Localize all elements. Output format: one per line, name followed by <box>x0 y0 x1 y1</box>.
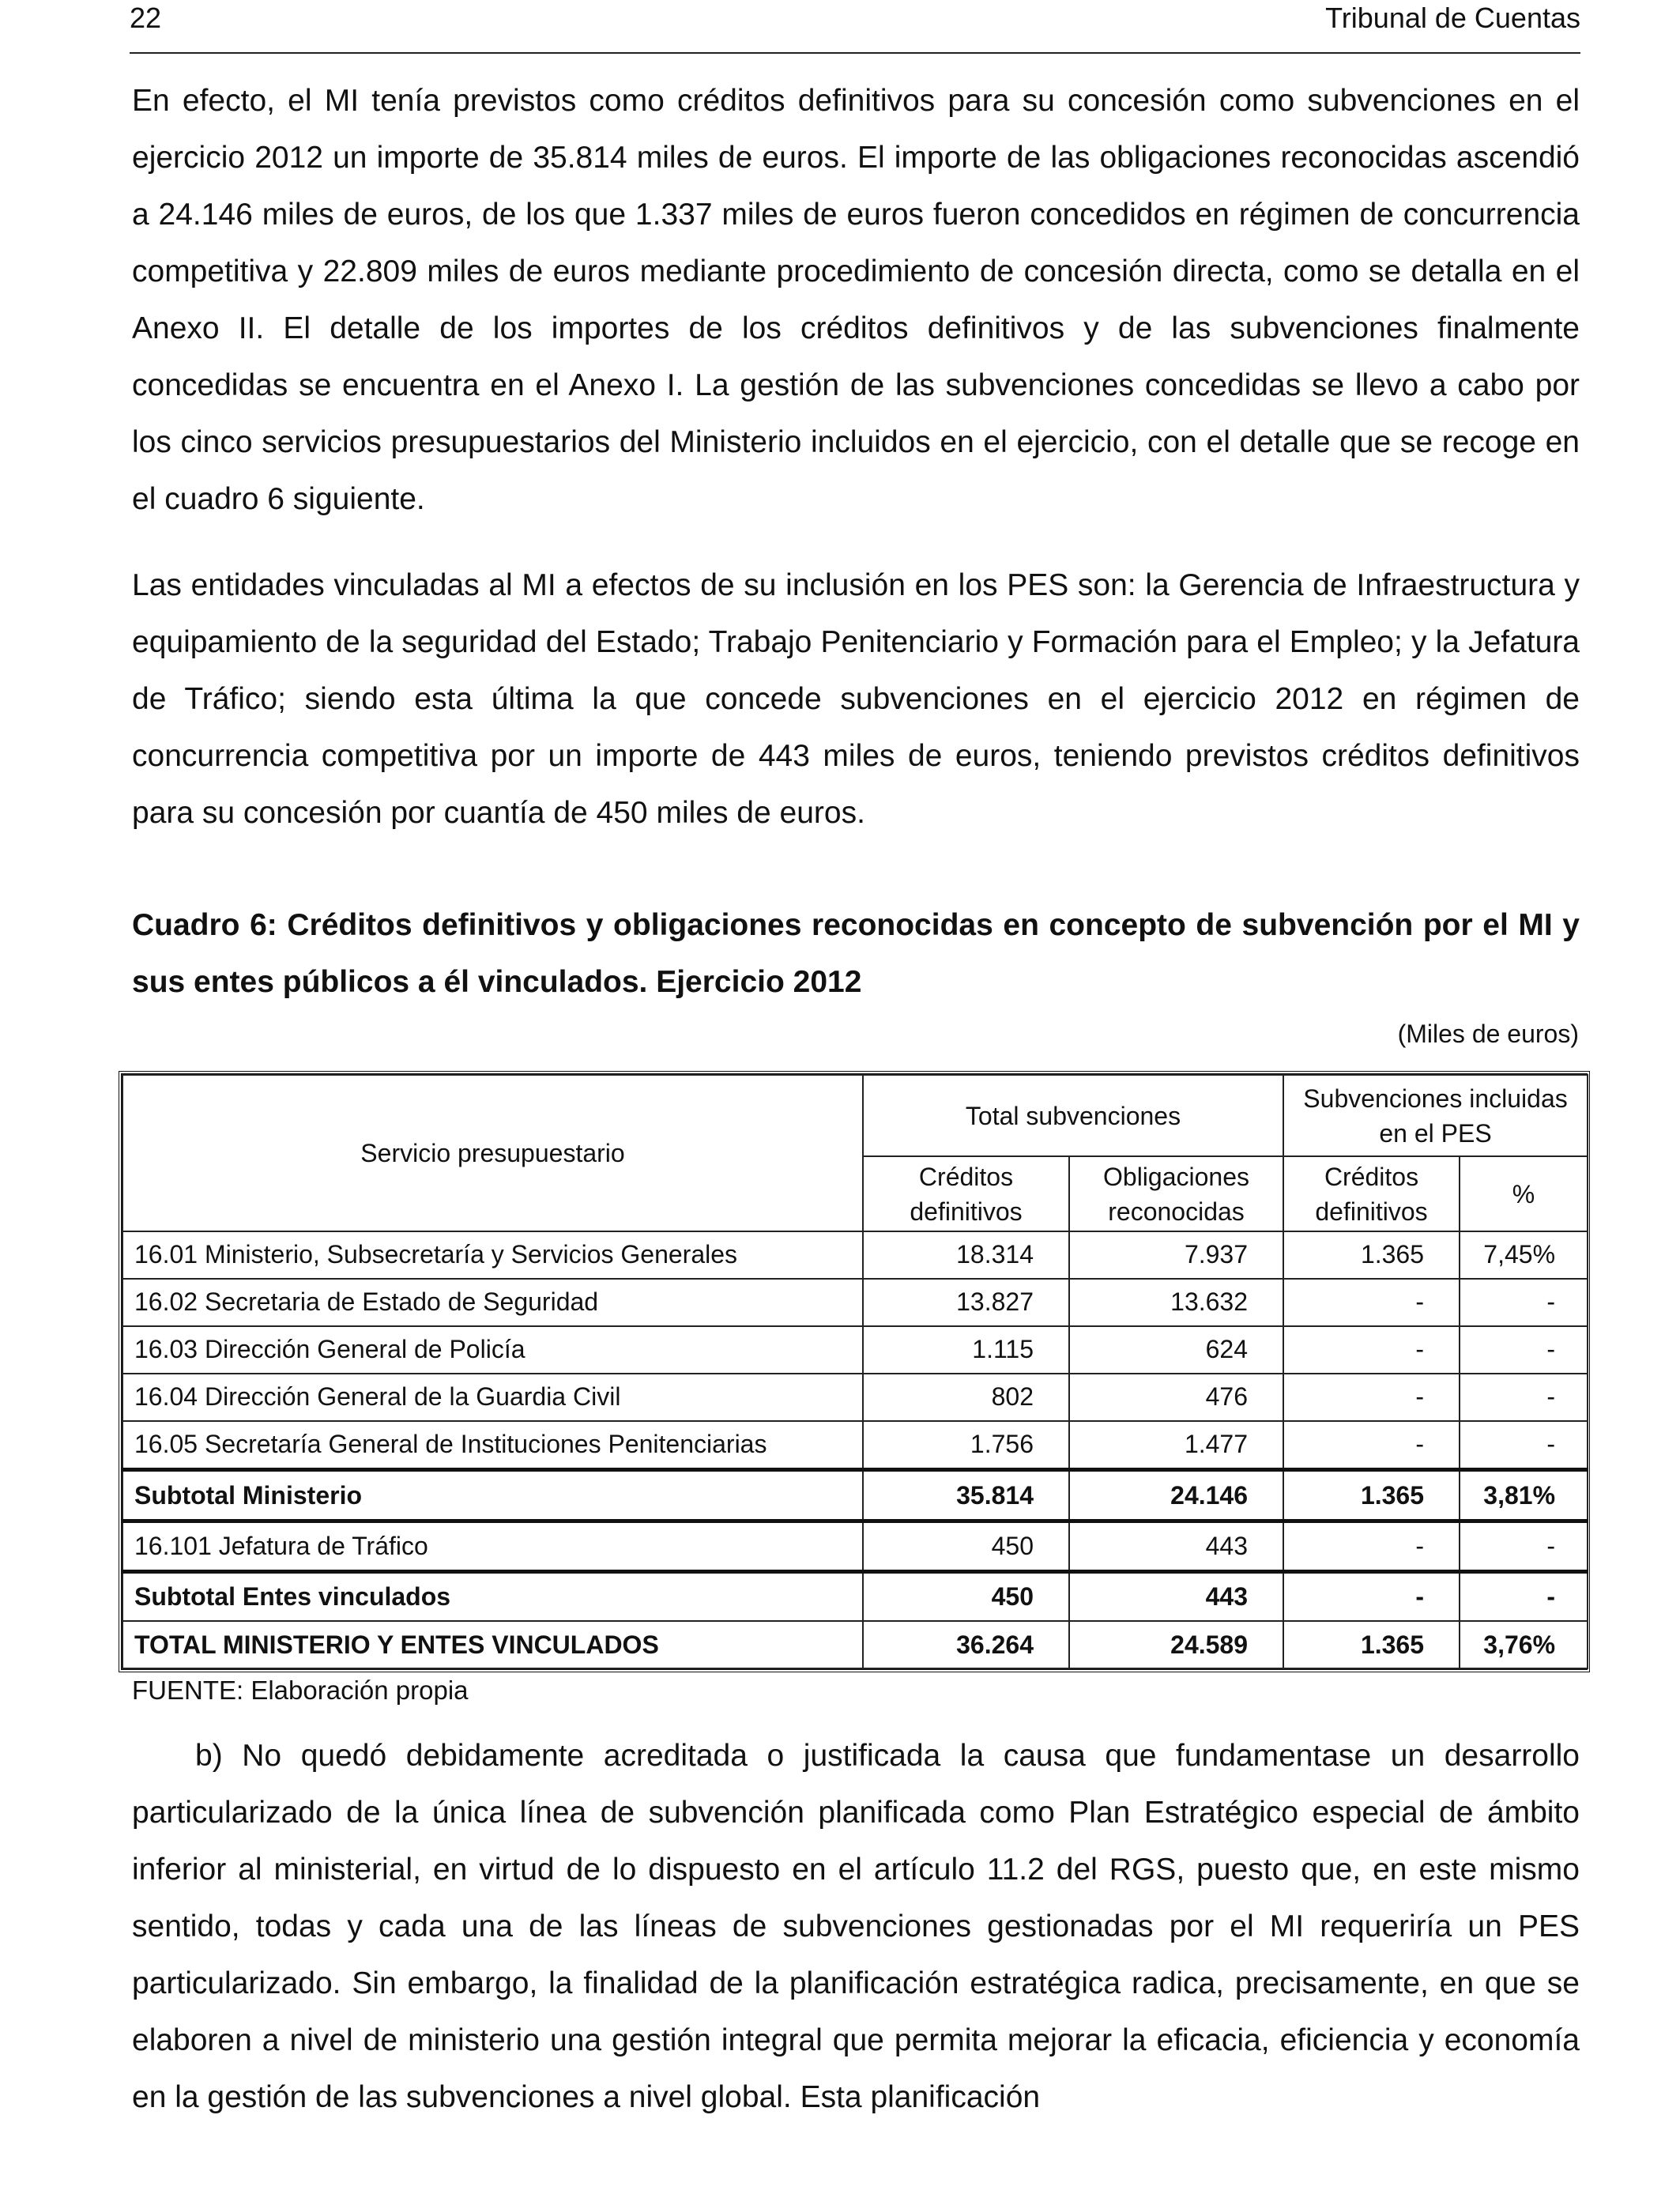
paragraph-entities: Las entidades vinculadas al MI a efectos de su inclusión en los PES son: la Gerencia de Infraestructura y equipamiento de la seguridad del Estado; Trabajo Penitenciario y Formación para el Empleo; y la Jefatura de Tráfico; siendo esta última la que concede subvenciones en el ejercicio 2012 en régimen de concurrencia competitiva por un importe de 443 miles de euros, teniendo previstos créditos definitivos para su concesión por cuantía de 450 miles de euros. <box>132 568 1580 830</box>
row-obligaciones: 24.589 <box>1069 1621 1283 1668</box>
row-obligaciones: 24.146 <box>1069 1470 1283 1521</box>
table-row <box>122 1279 1588 1326</box>
row-obligaciones: 7.937 <box>1069 1231 1283 1279</box>
row-obligaciones: 476 <box>1069 1374 1283 1421</box>
paragraph-credits: En efecto, el MI tenía previstos como créditos definitivos para su concesión como subvenciones en el ejercicio 2012 un importe de 35.814 miles de euros. El importe de las obligaciones reconocidas ascendió a 24.146 miles de euros, de los que 1.337 miles de euros fueron concedidos en régimen de concurrencia competitiva y 22.809 miles de euros mediante procedimiento de concesión directa, como se detalla en el Anexo II. El detalle de los importes de los créditos definitivos y de las subvenciones finalmente concedidas se encuentra en el Anexo I. La gestión de las subvenciones concedidas se llevo a cabo por los cinco servicios presupuestarios del Ministerio incluidos en el ejercicio, con el detalle que se recoge en el cuadro 6 siguiente. <box>132 84 1580 516</box>
row-creditos-pes: - <box>1283 1374 1460 1421</box>
row-creditos-pes: 1.365 <box>1283 1621 1460 1668</box>
row-creditos-pes: 1.365 <box>1283 1470 1460 1521</box>
subtotal-row <box>122 1572 1588 1621</box>
row-pct: 7,45% <box>1460 1231 1588 1279</box>
row-name: 16.03 Dirección General de Policía <box>122 1326 863 1374</box>
row-creditos: 18.314 <box>863 1231 1069 1279</box>
row-creditos-pes: - <box>1283 1326 1460 1374</box>
row-creditos: 450 <box>863 1572 1069 1621</box>
row-pct: - <box>1460 1421 1588 1470</box>
table-row <box>122 1326 1588 1374</box>
row-creditos: 1.756 <box>863 1421 1069 1470</box>
table-row <box>122 1421 1588 1470</box>
row-name: TOTAL MINISTERIO Y ENTES VINCULADOS <box>122 1621 863 1668</box>
row-name: Subtotal Ministerio <box>122 1470 863 1521</box>
header-creditos-definitivos: Créditos definitivos <box>863 1156 1069 1231</box>
header-servicio: Servicio presupuestario <box>122 1075 863 1231</box>
subsidies-table <box>119 1071 1590 1672</box>
row-pct: 3,76% <box>1460 1621 1588 1668</box>
table-source: FUENTE: Elaboración propia <box>132 1676 469 1705</box>
row-pct: - <box>1460 1326 1588 1374</box>
row-pct: 3,81% <box>1460 1470 1588 1521</box>
row-name: 16.02 Secretaria de Estado de Seguridad <box>122 1279 863 1326</box>
publisher-name: Tribunal de Cuentas <box>1325 2 1580 34</box>
table-row <box>122 1231 1588 1279</box>
header-obligaciones-reconocidas: Obligaciones reconocidas <box>1069 1156 1283 1231</box>
row-creditos: 36.264 <box>863 1621 1069 1668</box>
table-row <box>122 1521 1588 1572</box>
row-obligaciones: 1.477 <box>1069 1421 1283 1470</box>
row-obligaciones: 443 <box>1069 1521 1283 1572</box>
header-creditos-definitivos-pes: Créditos definitivos <box>1283 1156 1460 1231</box>
row-name: 16.05 Secretaría General de Instituciones Penitenciarias <box>122 1421 863 1470</box>
row-creditos-pes: 1.365 <box>1283 1231 1460 1279</box>
row-creditos-pes: - <box>1283 1279 1460 1326</box>
subtotal-row <box>122 1470 1588 1521</box>
total-row <box>122 1621 1588 1668</box>
row-obligaciones: 13.632 <box>1069 1279 1283 1326</box>
row-creditos-pes: - <box>1283 1572 1460 1621</box>
page-header <box>130 0 1580 54</box>
row-name: 16.101 Jefatura de Tráfico <box>122 1521 863 1572</box>
header-porcentaje: % <box>1460 1156 1588 1231</box>
row-pct: - <box>1460 1521 1588 1572</box>
row-creditos: 35.814 <box>863 1470 1069 1521</box>
paragraph-pes: b) No quedó debidamente acreditada o justificada la causa que fundamentase un desarrollo particularizado de la única línea de subvención planificada como Plan Estratégico especial de ámbito inferior al ministerial, en virtud de lo dispuesto en el artículo 11.2 del RGS, puesto que, en este mismo sentido, todas y cada una de las líneas de subvenciones gestionadas por el MI requeriría un PES particularizado. Sin embargo, la finalidad de la planificación estratégica radica, precisamente, en que se elaboren a nivel de ministerio una gestión integral que permita mejorar la eficacia, eficiencia y economía en la gestión de las subvenciones a nivel global. Esta planificación <box>132 1739 1580 2114</box>
page-number: 22 <box>130 2 162 34</box>
row-obligaciones: 624 <box>1069 1326 1283 1374</box>
row-pct: - <box>1460 1572 1588 1621</box>
header-total-subvenciones: Total subvenciones <box>863 1075 1283 1156</box>
row-creditos-pes: - <box>1283 1421 1460 1470</box>
row-pct: - <box>1460 1279 1588 1326</box>
table-caption: Cuadro 6: Créditos definitivos y obligaciones reconocidas en concepto de subvención por el MI y sus entes públicos a él vinculados. Ejercicio 2012 <box>132 908 1580 999</box>
row-creditos: 802 <box>863 1374 1069 1421</box>
table-units: (Miles de euros) <box>1397 1020 1579 1048</box>
row-creditos: 13.827 <box>863 1279 1069 1326</box>
row-creditos: 1.115 <box>863 1326 1069 1374</box>
row-obligaciones: 443 <box>1069 1572 1283 1621</box>
header-subvenciones-pes: Subvenciones incluidas en el PES <box>1283 1075 1588 1156</box>
row-creditos: 450 <box>863 1521 1069 1572</box>
row-name: 16.01 Ministerio, Subsecretaría y Servicios Generales <box>122 1231 863 1279</box>
row-pct: - <box>1460 1374 1588 1421</box>
row-name: 16.04 Dirección General de la Guardia Civil <box>122 1374 863 1421</box>
table-row <box>122 1374 1588 1421</box>
row-name: Subtotal Entes vinculados <box>122 1572 863 1621</box>
row-creditos-pes: - <box>1283 1521 1460 1572</box>
